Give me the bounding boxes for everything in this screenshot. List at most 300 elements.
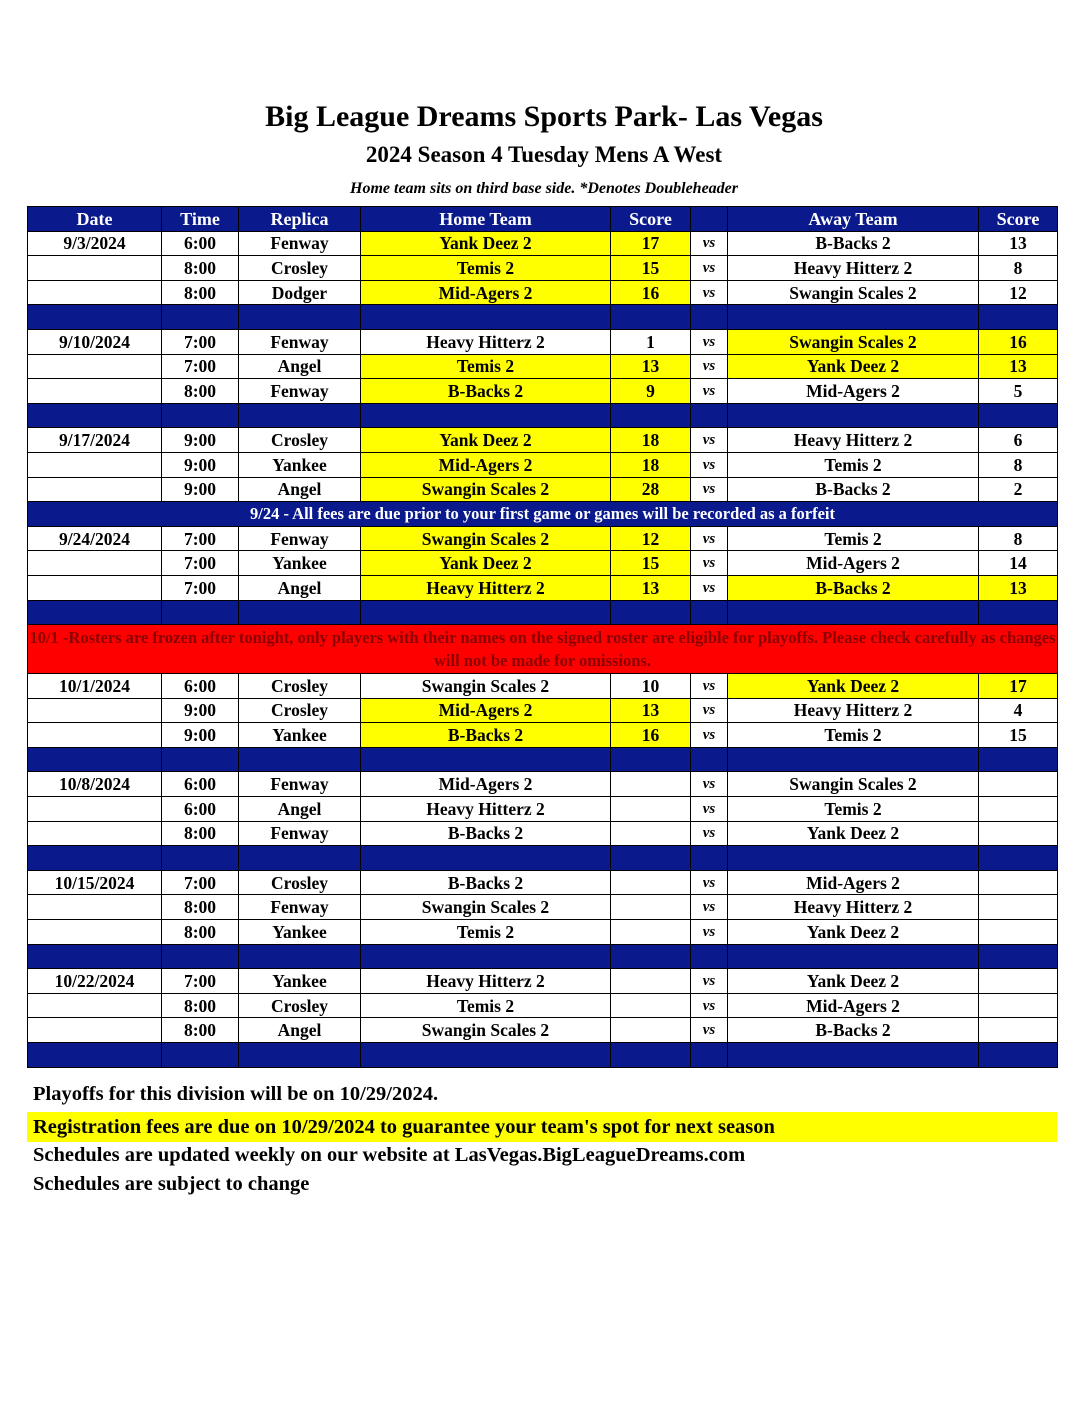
away-team-cell: Temis 2 — [728, 526, 979, 551]
away-team-cell: Heavy Hitterz 2 — [728, 698, 979, 723]
separator-cell — [239, 747, 361, 772]
separator-cell — [611, 305, 691, 330]
table-row — [28, 551, 1058, 576]
time-cell: 8:00 — [162, 821, 239, 846]
table-row — [28, 1018, 1058, 1043]
table-row — [28, 452, 1058, 477]
time-cell: 8:00 — [162, 379, 239, 404]
separator-cell — [28, 944, 162, 969]
table-row — [28, 895, 1058, 920]
date-cell — [28, 256, 162, 281]
home-team-cell: Temis 2 — [361, 993, 611, 1018]
separator-cell — [162, 403, 239, 428]
date-cell: 9/3/2024 — [28, 231, 162, 256]
away-team-cell: Swangin Scales 2 — [728, 280, 979, 305]
replica-cell: Crosley — [239, 698, 361, 723]
vs-cell: vs — [691, 551, 728, 576]
header-time: Time — [162, 207, 239, 232]
table-row — [28, 526, 1058, 551]
date-cell: 10/1/2024 — [28, 674, 162, 699]
replica-cell: Crosley — [239, 870, 361, 895]
home-team-cell: Swangin Scales 2 — [361, 1018, 611, 1043]
separator-cell — [239, 305, 361, 330]
footer-website: Schedules are updated weekly on our website at LasVegas.BigLeagueDreams.com — [33, 1144, 746, 1166]
separator-cell — [162, 1043, 239, 1068]
page-title: Big League Dreams Sports Park- Las Vegas — [265, 100, 823, 133]
replica-cell: Fenway — [239, 821, 361, 846]
table-row — [28, 231, 1058, 256]
separator-cell — [728, 846, 979, 871]
table-row — [28, 256, 1058, 281]
separator-row — [28, 403, 1058, 428]
replica-cell: Yankee — [239, 551, 361, 576]
table-row — [28, 329, 1058, 354]
table-header-row — [28, 207, 1058, 232]
time-cell: 7:00 — [162, 551, 239, 576]
roster-notice: 10/1 -Rosters are frozen after tonight, only players with their names on the signed roster are eligible for playoffs. Please check carefully as changes will not be made for omissions. — [28, 625, 1058, 674]
home-team-cell: Heavy Hitterz 2 — [361, 329, 611, 354]
page-note: Home team sits on third base side. *Denotes Doubleheader — [350, 180, 738, 197]
vs-cell: vs — [691, 428, 728, 453]
away-score-cell — [979, 969, 1058, 994]
home-score-cell: 18 — [611, 428, 691, 453]
home-score-cell — [611, 895, 691, 920]
header-away-team: Away Team — [728, 207, 979, 232]
away-team-cell: Mid-Agers 2 — [728, 870, 979, 895]
time-cell: 8:00 — [162, 993, 239, 1018]
date-cell: 9/17/2024 — [28, 428, 162, 453]
home-score-cell: 1 — [611, 329, 691, 354]
away-team-cell: Yank Deez 2 — [728, 969, 979, 994]
vs-cell: vs — [691, 1018, 728, 1043]
vs-cell: vs — [691, 674, 728, 699]
replica-cell: Angel — [239, 354, 361, 379]
separator-cell — [611, 944, 691, 969]
home-team-cell: B-Backs 2 — [361, 379, 611, 404]
home-score-cell: 17 — [611, 231, 691, 256]
table-row — [28, 821, 1058, 846]
away-score-cell — [979, 870, 1058, 895]
time-cell: 7:00 — [162, 969, 239, 994]
separator-cell — [979, 403, 1058, 428]
separator-cell — [611, 747, 691, 772]
separator-cell — [611, 1043, 691, 1068]
replica-cell: Yankee — [239, 452, 361, 477]
time-cell: 8:00 — [162, 920, 239, 945]
home-score-cell: 12 — [611, 526, 691, 551]
away-team-cell: Swangin Scales 2 — [728, 329, 979, 354]
home-score-cell — [611, 870, 691, 895]
separator-row — [28, 846, 1058, 871]
separator-cell — [728, 1043, 979, 1068]
away-score-cell: 12 — [979, 280, 1058, 305]
separator-cell — [691, 747, 728, 772]
table-row — [28, 870, 1058, 895]
replica-cell: Crosley — [239, 674, 361, 699]
home-team-cell: Temis 2 — [361, 354, 611, 379]
separator-cell — [728, 403, 979, 428]
home-score-cell: 10 — [611, 674, 691, 699]
header-home-team: Home Team — [361, 207, 611, 232]
away-team-cell: Mid-Agers 2 — [728, 379, 979, 404]
away-team-cell: Temis 2 — [728, 797, 979, 822]
date-cell — [28, 723, 162, 748]
vs-cell: vs — [691, 526, 728, 551]
replica-cell: Fenway — [239, 526, 361, 551]
vs-cell: vs — [691, 821, 728, 846]
replica-cell: Angel — [239, 575, 361, 600]
away-team-cell: Yank Deez 2 — [728, 354, 979, 379]
replica-cell: Fenway — [239, 329, 361, 354]
separator-cell — [239, 846, 361, 871]
away-score-cell: 15 — [979, 723, 1058, 748]
vs-cell: vs — [691, 231, 728, 256]
separator-cell — [28, 846, 162, 871]
away-score-cell — [979, 797, 1058, 822]
footer-subject: Schedules are subject to change — [33, 1173, 310, 1195]
vs-cell: vs — [691, 993, 728, 1018]
page-subtitle: 2024 Season 4 Tuesday Mens A West — [365, 142, 723, 167]
date-cell — [28, 895, 162, 920]
separator-row — [28, 1043, 1058, 1068]
time-cell: 9:00 — [162, 698, 239, 723]
home-team-cell: Swangin Scales 2 — [361, 895, 611, 920]
table-row — [28, 428, 1058, 453]
home-team-cell: Yank Deez 2 — [361, 428, 611, 453]
vs-cell: vs — [691, 797, 728, 822]
header-vs — [691, 207, 728, 232]
replica-cell: Fenway — [239, 895, 361, 920]
fees-notice-row — [28, 502, 1058, 527]
away-team-cell: Mid-Agers 2 — [728, 993, 979, 1018]
date-cell — [28, 575, 162, 600]
replica-cell: Yankee — [239, 723, 361, 748]
separator-row — [28, 747, 1058, 772]
replica-cell: Fenway — [239, 772, 361, 797]
separator-cell — [361, 747, 611, 772]
away-team-cell: Yank Deez 2 — [728, 821, 979, 846]
date-cell — [28, 821, 162, 846]
home-team-cell: Swangin Scales 2 — [361, 674, 611, 699]
away-team-cell: B-Backs 2 — [728, 1018, 979, 1043]
separator-cell — [28, 1043, 162, 1068]
vs-cell: vs — [691, 723, 728, 748]
separator-cell — [239, 944, 361, 969]
vs-cell: vs — [691, 870, 728, 895]
separator-cell — [979, 305, 1058, 330]
replica-cell: Dodger — [239, 280, 361, 305]
home-team-cell: Heavy Hitterz 2 — [361, 969, 611, 994]
home-score-cell: 15 — [611, 551, 691, 576]
separator-cell — [361, 944, 611, 969]
time-cell: 8:00 — [162, 256, 239, 281]
date-cell: 10/15/2024 — [28, 870, 162, 895]
replica-cell: Crosley — [239, 256, 361, 281]
time-cell: 9:00 — [162, 452, 239, 477]
home-team-cell: B-Backs 2 — [361, 821, 611, 846]
header-replica: Replica — [239, 207, 361, 232]
away-score-cell — [979, 895, 1058, 920]
time-cell: 9:00 — [162, 723, 239, 748]
home-team-cell: Heavy Hitterz 2 — [361, 575, 611, 600]
date-cell — [28, 379, 162, 404]
footer-playoffs: Playoffs for this division will be on 10/29/2024. — [33, 1083, 439, 1105]
home-score-cell: 16 — [611, 280, 691, 305]
away-score-cell: 17 — [979, 674, 1058, 699]
away-team-cell: Yank Deez 2 — [728, 920, 979, 945]
separator-cell — [28, 747, 162, 772]
date-cell: 9/10/2024 — [28, 329, 162, 354]
away-score-cell: 13 — [979, 575, 1058, 600]
separator-cell — [728, 944, 979, 969]
vs-cell: vs — [691, 772, 728, 797]
separator-cell — [28, 403, 162, 428]
away-score-cell — [979, 821, 1058, 846]
home-team-cell: Yank Deez 2 — [361, 551, 611, 576]
date-cell — [28, 1018, 162, 1043]
replica-cell: Crosley — [239, 428, 361, 453]
date-cell: 10/22/2024 — [28, 969, 162, 994]
time-cell: 9:00 — [162, 477, 239, 502]
away-team-cell: B-Backs 2 — [728, 231, 979, 256]
home-score-cell: 9 — [611, 379, 691, 404]
away-score-cell — [979, 920, 1058, 945]
vs-cell: vs — [691, 329, 728, 354]
time-cell: 7:00 — [162, 354, 239, 379]
replica-cell: Fenway — [239, 231, 361, 256]
separator-cell — [239, 600, 361, 625]
home-score-cell: 13 — [611, 698, 691, 723]
separator-cell — [162, 600, 239, 625]
vs-cell: vs — [691, 969, 728, 994]
time-cell: 6:00 — [162, 797, 239, 822]
replica-cell: Yankee — [239, 969, 361, 994]
table-row — [28, 797, 1058, 822]
away-score-cell: 2 — [979, 477, 1058, 502]
home-score-cell — [611, 821, 691, 846]
away-team-cell: B-Backs 2 — [728, 575, 979, 600]
table-row — [28, 477, 1058, 502]
away-score-cell: 4 — [979, 698, 1058, 723]
fees-notice: 9/24 - All fees are due prior to your first game or games will be recorded as a forfeit — [28, 502, 1058, 527]
home-team-cell: Temis 2 — [361, 256, 611, 281]
away-team-cell: Heavy Hitterz 2 — [728, 428, 979, 453]
home-team-cell: Swangin Scales 2 — [361, 526, 611, 551]
home-team-cell: Heavy Hitterz 2 — [361, 797, 611, 822]
away-team-cell: Mid-Agers 2 — [728, 551, 979, 576]
separator-cell — [691, 600, 728, 625]
date-cell — [28, 920, 162, 945]
date-cell — [28, 477, 162, 502]
home-score-cell — [611, 1018, 691, 1043]
away-score-cell: 8 — [979, 452, 1058, 477]
separator-cell — [239, 1043, 361, 1068]
time-cell: 7:00 — [162, 870, 239, 895]
table-row — [28, 280, 1058, 305]
away-team-cell: Heavy Hitterz 2 — [728, 895, 979, 920]
date-cell — [28, 452, 162, 477]
home-score-cell: 28 — [611, 477, 691, 502]
table-row — [28, 698, 1058, 723]
away-score-cell: 14 — [979, 551, 1058, 576]
home-team-cell: Mid-Agers 2 — [361, 280, 611, 305]
separator-cell — [162, 846, 239, 871]
home-score-cell: 16 — [611, 723, 691, 748]
separator-cell — [728, 747, 979, 772]
away-score-cell — [979, 1018, 1058, 1043]
replica-cell: Crosley — [239, 993, 361, 1018]
home-score-cell: 18 — [611, 452, 691, 477]
table-row — [28, 575, 1058, 600]
date-cell — [28, 551, 162, 576]
date-cell: 9/24/2024 — [28, 526, 162, 551]
separator-cell — [979, 846, 1058, 871]
date-cell — [28, 797, 162, 822]
replica-cell: Yankee — [239, 920, 361, 945]
separator-cell — [28, 600, 162, 625]
vs-cell: vs — [691, 354, 728, 379]
separator-cell — [162, 747, 239, 772]
separator-cell — [691, 1043, 728, 1068]
separator-row — [28, 600, 1058, 625]
separator-cell — [979, 1043, 1058, 1068]
vs-cell: vs — [691, 477, 728, 502]
home-team-cell: Swangin Scales 2 — [361, 477, 611, 502]
away-team-cell: Swangin Scales 2 — [728, 772, 979, 797]
time-cell: 6:00 — [162, 772, 239, 797]
separator-cell — [691, 846, 728, 871]
separator-cell — [361, 846, 611, 871]
time-cell: 6:00 — [162, 674, 239, 699]
home-score-cell — [611, 920, 691, 945]
table-row — [28, 993, 1058, 1018]
away-score-cell: 6 — [979, 428, 1058, 453]
away-score-cell: 8 — [979, 256, 1058, 281]
vs-cell: vs — [691, 895, 728, 920]
home-team-cell: B-Backs 2 — [361, 870, 611, 895]
separator-cell — [979, 600, 1058, 625]
separator-cell — [611, 600, 691, 625]
time-cell: 8:00 — [162, 895, 239, 920]
time-cell: 8:00 — [162, 280, 239, 305]
table-row — [28, 674, 1058, 699]
date-cell — [28, 698, 162, 723]
home-team-cell: Mid-Agers 2 — [361, 452, 611, 477]
home-score-cell — [611, 797, 691, 822]
home-score-cell — [611, 969, 691, 994]
separator-cell — [361, 600, 611, 625]
separator-row — [28, 305, 1058, 330]
away-team-cell: Heavy Hitterz 2 — [728, 256, 979, 281]
header-date: Date — [28, 207, 162, 232]
date-cell — [28, 354, 162, 379]
header-away-score: Score — [979, 207, 1058, 232]
header-home-score: Score — [611, 207, 691, 232]
replica-cell: Angel — [239, 797, 361, 822]
table-row — [28, 772, 1058, 797]
separator-cell — [239, 403, 361, 428]
separator-cell — [361, 403, 611, 428]
table-row — [28, 354, 1058, 379]
home-team-cell: Mid-Agers 2 — [361, 698, 611, 723]
table-row — [28, 920, 1058, 945]
separator-cell — [691, 305, 728, 330]
separator-cell — [361, 1043, 611, 1068]
vs-cell: vs — [691, 280, 728, 305]
home-team-cell: Temis 2 — [361, 920, 611, 945]
roster-notice-row — [28, 625, 1058, 674]
separator-cell — [162, 944, 239, 969]
separator-cell — [361, 305, 611, 330]
away-score-cell — [979, 993, 1058, 1018]
separator-cell — [28, 305, 162, 330]
vs-cell: vs — [691, 920, 728, 945]
vs-cell: vs — [691, 575, 728, 600]
time-cell: 8:00 — [162, 1018, 239, 1043]
away-team-cell: Temis 2 — [728, 452, 979, 477]
separator-cell — [691, 944, 728, 969]
away-score-cell: 13 — [979, 354, 1058, 379]
replica-cell: Angel — [239, 477, 361, 502]
table-row — [28, 723, 1058, 748]
vs-cell: vs — [691, 452, 728, 477]
home-team-cell: B-Backs 2 — [361, 723, 611, 748]
home-team-cell: Mid-Agers 2 — [361, 772, 611, 797]
separator-cell — [979, 944, 1058, 969]
schedule-table — [27, 206, 1058, 1068]
home-score-cell: 13 — [611, 354, 691, 379]
away-score-cell — [979, 772, 1058, 797]
replica-cell: Angel — [239, 1018, 361, 1043]
vs-cell: vs — [691, 698, 728, 723]
vs-cell: vs — [691, 379, 728, 404]
time-cell: 7:00 — [162, 329, 239, 354]
separator-cell — [691, 403, 728, 428]
home-score-cell: 13 — [611, 575, 691, 600]
home-score-cell — [611, 993, 691, 1018]
away-team-cell: B-Backs 2 — [728, 477, 979, 502]
separator-cell — [162, 305, 239, 330]
table-row — [28, 969, 1058, 994]
away-team-cell: Yank Deez 2 — [728, 674, 979, 699]
home-score-cell: 15 — [611, 256, 691, 281]
separator-row — [28, 944, 1058, 969]
separator-cell — [611, 403, 691, 428]
away-team-cell: Temis 2 — [728, 723, 979, 748]
home-score-cell — [611, 772, 691, 797]
table-row — [28, 379, 1058, 404]
away-score-cell: 16 — [979, 329, 1058, 354]
date-cell: 10/8/2024 — [28, 772, 162, 797]
separator-cell — [611, 846, 691, 871]
separator-cell — [728, 600, 979, 625]
time-cell: 9:00 — [162, 428, 239, 453]
home-team-cell: Yank Deez 2 — [361, 231, 611, 256]
time-cell: 6:00 — [162, 231, 239, 256]
time-cell: 7:00 — [162, 575, 239, 600]
away-score-cell: 8 — [979, 526, 1058, 551]
time-cell: 7:00 — [162, 526, 239, 551]
separator-cell — [979, 747, 1058, 772]
vs-cell: vs — [691, 256, 728, 281]
separator-cell — [728, 305, 979, 330]
date-cell — [28, 993, 162, 1018]
replica-cell: Fenway — [239, 379, 361, 404]
footer-registration: Registration fees are due on 10/29/2024 to guarantee your team's spot for next season — [27, 1112, 1057, 1142]
date-cell — [28, 280, 162, 305]
away-score-cell: 13 — [979, 231, 1058, 256]
away-score-cell: 5 — [979, 379, 1058, 404]
